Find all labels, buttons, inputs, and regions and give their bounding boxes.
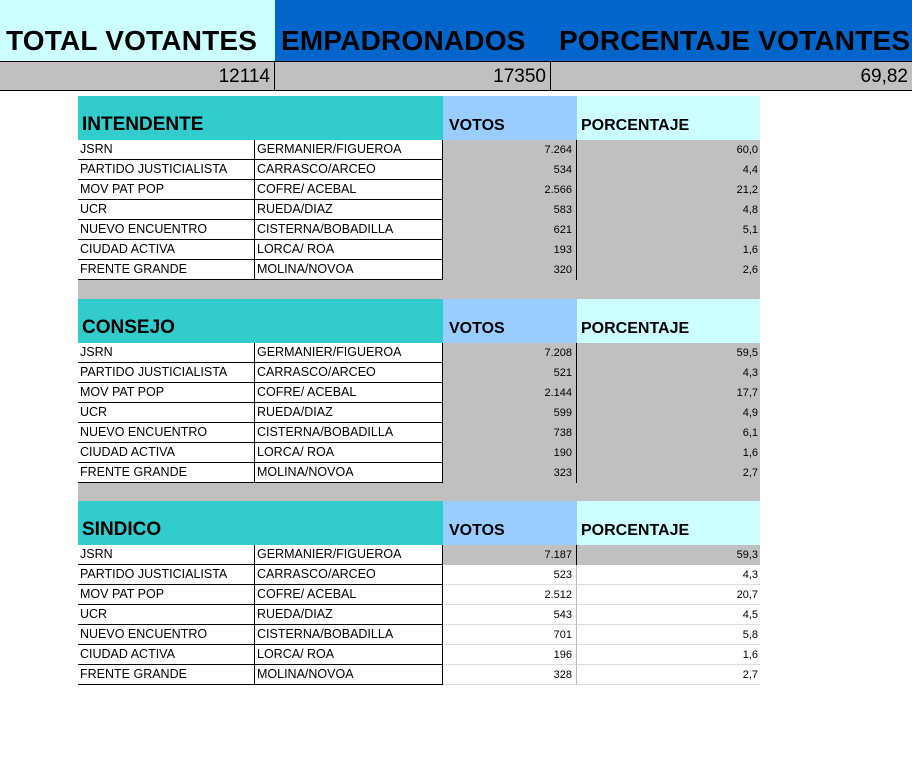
- votos-cell[interactable]: 7.187: [443, 545, 577, 565]
- votos-cell[interactable]: 543: [443, 605, 577, 625]
- party-cell[interactable]: CIUDAD ACTIVA: [78, 645, 255, 665]
- party-cell[interactable]: PARTIDO JUSTICIALISTA: [78, 160, 255, 180]
- party-cell[interactable]: FRENTE GRANDE: [78, 463, 255, 483]
- porcentaje-cell[interactable]: 59,3: [736, 549, 758, 561]
- votos-cell[interactable]: 738: [443, 423, 577, 443]
- votos-cell[interactable]: 621: [443, 220, 577, 240]
- candidate-cell[interactable]: LORCA/ ROA: [255, 645, 443, 665]
- porcentaje-column-header: PORCENTAJE: [577, 96, 760, 140]
- table-row: [78, 220, 760, 240]
- section-title: INTENDENTE: [78, 96, 443, 140]
- candidate-cell[interactable]: GERMANIER/FIGUEROA: [255, 140, 443, 160]
- candidate-cell[interactable]: MOLINA/NOVOA: [255, 665, 443, 685]
- porcentaje-cell[interactable]: 4,5: [577, 605, 760, 625]
- porcentaje-column-header: PORCENTAJE: [577, 299, 760, 343]
- section-consejo: [78, 299, 760, 483]
- table-row: [78, 140, 760, 160]
- party-cell[interactable]: UCR: [78, 605, 255, 625]
- table-row: [78, 545, 760, 565]
- porcentaje-cell[interactable]: 4,3: [742, 367, 758, 379]
- total-votantes-value[interactable]: 12114: [0, 61, 275, 91]
- candidate-cell[interactable]: LORCA/ ROA: [255, 240, 443, 260]
- section-intendente: [78, 96, 760, 280]
- votos-cell[interactable]: 599: [443, 403, 577, 423]
- table-row: [78, 605, 760, 625]
- table-row: [78, 260, 760, 280]
- table-row: [78, 625, 760, 645]
- table-row: [78, 443, 760, 463]
- results-table: [78, 343, 760, 483]
- votos-cell[interactable]: 7.208: [443, 343, 577, 363]
- party-cell[interactable]: CIUDAD ACTIVA: [78, 240, 255, 260]
- table-row: [78, 645, 760, 665]
- votos-cell[interactable]: 190: [443, 443, 577, 463]
- party-cell[interactable]: PARTIDO JUSTICIALISTA: [78, 565, 255, 585]
- section-separator: [78, 483, 760, 502]
- candidate-cell[interactable]: CARRASCO/ARCEO: [255, 565, 443, 585]
- votos-column-header: VOTOS: [443, 501, 577, 545]
- total-votantes-header: TOTAL VOTANTES: [0, 0, 275, 61]
- porcentaje-cell[interactable]: 5,1: [742, 224, 758, 236]
- votos-cell[interactable]: 193: [443, 240, 577, 260]
- votos-cell[interactable]: 323: [443, 463, 577, 483]
- porcentaje-cell[interactable]: 6,1: [742, 427, 758, 439]
- votos-cell[interactable]: 7.264: [443, 140, 577, 160]
- candidate-cell[interactable]: CISTERNA/BOBADILLA: [255, 625, 443, 645]
- table-row: [78, 343, 760, 363]
- party-cell[interactable]: JSRN: [78, 140, 255, 160]
- votos-cell[interactable]: 583: [443, 200, 577, 220]
- table-row: [78, 383, 760, 403]
- porcentaje-cell[interactable]: 60,0: [736, 144, 758, 156]
- porcentaje-cell[interactable]: 4,4: [742, 164, 758, 176]
- candidate-cell[interactable]: CISTERNA/BOBADILLA: [255, 220, 443, 240]
- candidate-cell[interactable]: MOLINA/NOVOA: [255, 463, 443, 483]
- porcentaje-cell[interactable]: 2,7: [742, 467, 758, 479]
- summary-block: [0, 0, 912, 91]
- votos-cell[interactable]: 2.144: [443, 383, 577, 403]
- candidate-cell[interactable]: COFRE/ ACEBAL: [255, 585, 443, 605]
- porcentaje-votantes-value[interactable]: 69,82: [551, 61, 912, 91]
- candidate-cell[interactable]: LORCA/ ROA: [255, 443, 443, 463]
- table-row: [78, 665, 760, 685]
- votos-cell[interactable]: 328: [443, 665, 577, 685]
- votos-column-header: VOTOS: [443, 299, 577, 343]
- porcentaje-column-header: PORCENTAJE: [577, 501, 760, 545]
- party-cell[interactable]: NUEVO ENCUENTRO: [78, 625, 255, 645]
- porcentaje-cell[interactable]: 4,8: [742, 204, 758, 216]
- candidate-cell[interactable]: COFRE/ ACEBAL: [255, 180, 443, 200]
- party-cell[interactable]: JSRN: [78, 343, 255, 363]
- candidate-cell[interactable]: GERMANIER/FIGUEROA: [255, 343, 443, 363]
- party-cell[interactable]: MOV PAT POP: [78, 585, 255, 605]
- votos-cell[interactable]: 2.566: [443, 180, 577, 200]
- table-row: [78, 160, 760, 180]
- candidate-cell[interactable]: CARRASCO/ARCEO: [255, 160, 443, 180]
- porcentaje-cell[interactable]: 5,8: [577, 625, 760, 645]
- porcentaje-cell[interactable]: 4,9: [742, 407, 758, 419]
- votos-cell[interactable]: 2.512: [443, 585, 577, 605]
- party-cell[interactable]: CIUDAD ACTIVA: [78, 443, 255, 463]
- candidate-cell[interactable]: RUEDA/DIAZ: [255, 200, 443, 220]
- results-table: [78, 140, 760, 280]
- porcentaje-cell[interactable]: 20,7: [577, 585, 760, 605]
- candidate-cell[interactable]: CISTERNA/BOBADILLA: [255, 423, 443, 443]
- table-row: [78, 585, 760, 605]
- section-separator: [78, 280, 760, 299]
- section-title: CONSEJO: [78, 299, 443, 343]
- party-cell[interactable]: NUEVO ENCUENTRO: [78, 423, 255, 443]
- party-cell[interactable]: UCR: [78, 403, 255, 423]
- party-cell[interactable]: NUEVO ENCUENTRO: [78, 220, 255, 240]
- party-cell[interactable]: FRENTE GRANDE: [78, 260, 255, 280]
- candidate-cell[interactable]: GERMANIER/FIGUEROA: [255, 545, 443, 565]
- porcentaje-cell[interactable]: 1,6: [577, 645, 760, 665]
- party-cell[interactable]: UCR: [78, 200, 255, 220]
- porcentaje-cell[interactable]: 17,7: [736, 387, 758, 399]
- section-sindico: [78, 501, 760, 685]
- table-row: [78, 240, 760, 260]
- table-row: [78, 565, 760, 585]
- votos-column-header: VOTOS: [443, 96, 577, 140]
- votos-cell[interactable]: 701: [443, 625, 577, 645]
- votos-cell[interactable]: 196: [443, 645, 577, 665]
- votos-cell[interactable]: 521: [443, 363, 577, 383]
- candidate-cell[interactable]: CARRASCO/ARCEO: [255, 363, 443, 383]
- porcentaje-votantes-header: PORCENTAJE VOTANTES: [553, 0, 912, 61]
- party-cell[interactable]: JSRN: [78, 545, 255, 565]
- candidate-cell[interactable]: MOLINA/NOVOA: [255, 260, 443, 280]
- porcentaje-cell[interactable]: 4,3: [577, 565, 760, 585]
- porcentaje-cell[interactable]: 59,5: [736, 347, 758, 359]
- results-table: [78, 545, 760, 685]
- table-row: [78, 200, 760, 220]
- table-row: [78, 180, 760, 200]
- candidate-cell[interactable]: COFRE/ ACEBAL: [255, 383, 443, 403]
- table-row: [78, 463, 760, 483]
- porcentaje-cell[interactable]: 2,6: [742, 264, 758, 276]
- candidate-cell[interactable]: RUEDA/DIAZ: [255, 403, 443, 423]
- porcentaje-cell[interactable]: 21,2: [736, 184, 758, 196]
- party-cell[interactable]: MOV PAT POP: [78, 180, 255, 200]
- candidate-cell[interactable]: RUEDA/DIAZ: [255, 605, 443, 625]
- votos-cell[interactable]: 320: [443, 260, 577, 280]
- empadronados-value[interactable]: 17350: [275, 61, 551, 91]
- votos-cell[interactable]: 534: [443, 160, 577, 180]
- porcentaje-cell[interactable]: 2,7: [577, 665, 760, 685]
- party-cell[interactable]: FRENTE GRANDE: [78, 665, 255, 685]
- table-row: [78, 423, 760, 443]
- votos-cell[interactable]: 523: [443, 565, 577, 585]
- empadronados-header: EMPADRONADOS: [275, 0, 553, 61]
- section-title: SINDICO: [78, 501, 443, 545]
- porcentaje-cell[interactable]: 1,6: [742, 447, 758, 459]
- table-row: [78, 403, 760, 423]
- table-row: [78, 363, 760, 383]
- porcentaje-cell[interactable]: 1,6: [742, 244, 758, 256]
- party-cell[interactable]: PARTIDO JUSTICIALISTA: [78, 363, 255, 383]
- party-cell[interactable]: MOV PAT POP: [78, 383, 255, 403]
